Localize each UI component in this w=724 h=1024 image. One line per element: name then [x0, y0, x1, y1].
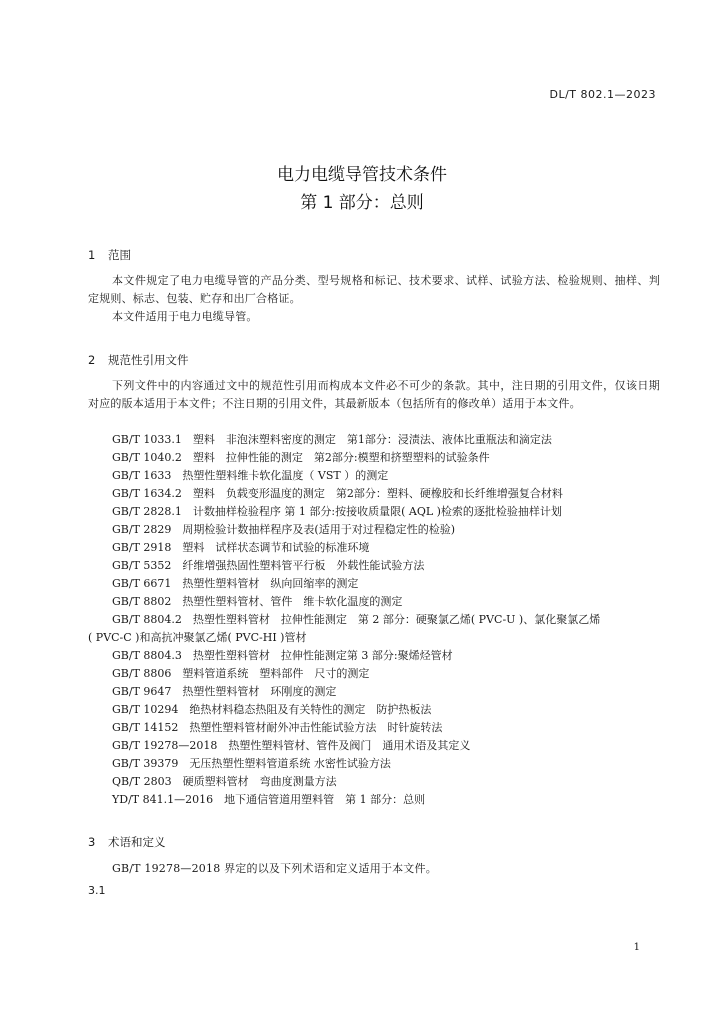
section-number: 2: [88, 353, 96, 367]
reference-item: GB/T 6671 热塑性塑料管材 纵向回缩率的测定: [112, 577, 359, 590]
reference-item: GB/T 8806 塑料管道系统 塑料部件 尺寸的测定: [112, 667, 370, 680]
document-title: 电力电缆导管技术条件: [277, 165, 447, 185]
reference-item: YD/T 841.1—2016 地下通信管道用塑料管 第 1 部分：总则: [112, 793, 426, 806]
reference-item: GB/T 9647 热塑性塑料管材 环刚度的测定: [112, 685, 337, 698]
reference-item: GB/T 5352 纤维增强热固性塑料管平行板 外载性能试验方法: [112, 559, 425, 572]
reference-item: GB/T 8804.2 热塑性塑料管材 拉伸性能测定 第 2 部分：硬聚氯乙烯( PVC-U )、氯化聚氯乙烯: [112, 613, 601, 626]
reference-item: GB/T 10294 绝热材料稳态热阻及有关特性的测定 防护热板法: [112, 703, 432, 716]
reference-item: GB/T 1040.2 塑料 拉伸性能的测定 第2部分:模塑和挤塑塑料的试验条件: [112, 451, 490, 464]
reference-item: GB/T 8802 热塑性塑料管材、管件 维卡软化温度的测定: [112, 595, 403, 608]
reference-item: GB/T 19278—2018 热塑性塑料管材、管件及阀门 通用术语及其定义: [112, 739, 471, 752]
page-number: 1: [633, 942, 640, 953]
reference-item: GB/T 8804.3 热塑性塑料管材 拉伸性能测定第 3 部分:聚烯烃管材: [112, 649, 453, 662]
section-title: 术语和定义: [108, 835, 166, 849]
reference-item: GB/T 39379 无压热塑性塑料管道系统 水密性试验方法: [112, 757, 391, 770]
section-heading-terms-definitions: [88, 834, 166, 850]
reference-item: GB/T 2828.1 计数抽样检验程序 第 1 部分:按接收质量限( AQL )检索的逐批检验抽样计划: [112, 505, 562, 518]
reference-item: GB/T 14152 热塑性塑料管材耐外冲击性能试验方法 时针旋转法: [112, 721, 443, 734]
reference-item: GB/T 1633 热塑性塑料维卡软化温度（ VST ）的测定: [112, 469, 389, 482]
subclause-number: 3.1: [88, 884, 106, 897]
section-number: 3: [88, 835, 96, 849]
reference-item: GB/T 1634.2 塑料 负载变形温度的测定 第2部分：塑料、硬橡胶和长纤维增强复合材料: [112, 487, 563, 500]
paragraph: 本文件规定了电力电缆导管的产品分类、型号规格和标记、技术要求、试样、试验方法、检验规则、抽样、判定规则、标志、包装、贮存和出厂合格证。: [88, 274, 660, 305]
section-title: 规范性引用文件: [108, 353, 189, 367]
paragraph: GB/T 19278—2018 界定的以及下列术语和定义适用于本文件。: [112, 862, 437, 875]
document-subtitle: 第 1 部分：总则: [300, 193, 424, 213]
section-heading-scope: [88, 247, 131, 263]
reference-item: GB/T 2829 周期检验计数抽样程序及表(适用于对过程稳定性的检验): [112, 523, 455, 536]
reference-item-continuation: ( PVC-C )和高抗冲聚氯乙烯( PVC-HI )管材: [88, 631, 307, 644]
paragraph: 本文件适用于电力电缆导管。: [112, 310, 258, 323]
reference-item: GB/T 2918 塑料 试样状态调节和试验的标准环境: [112, 541, 370, 554]
standard-number: DL/T 802.1—2023: [549, 88, 656, 101]
section-title: 范围: [108, 248, 131, 262]
section-heading-normative-references: [88, 352, 189, 368]
reference-item: QB/T 2803 硬质塑料管材 弯曲度测量方法: [112, 775, 337, 788]
paragraph: 下列文件中的内容通过文中的规范性引用而构成本文件必不可少的条款。其中，注日期的引用文件，仅该日期对应的版本适用于本文件；不注日期的引用文件，其最新版本（包括所有的修改单）适用于本文件。: [88, 379, 660, 410]
reference-item: GB/T 1033.1 塑料 非泡沫塑料密度的测定 第1部分：浸渍法、液体比重瓶法和滴定法: [112, 433, 552, 446]
section-number: 1: [88, 248, 96, 262]
